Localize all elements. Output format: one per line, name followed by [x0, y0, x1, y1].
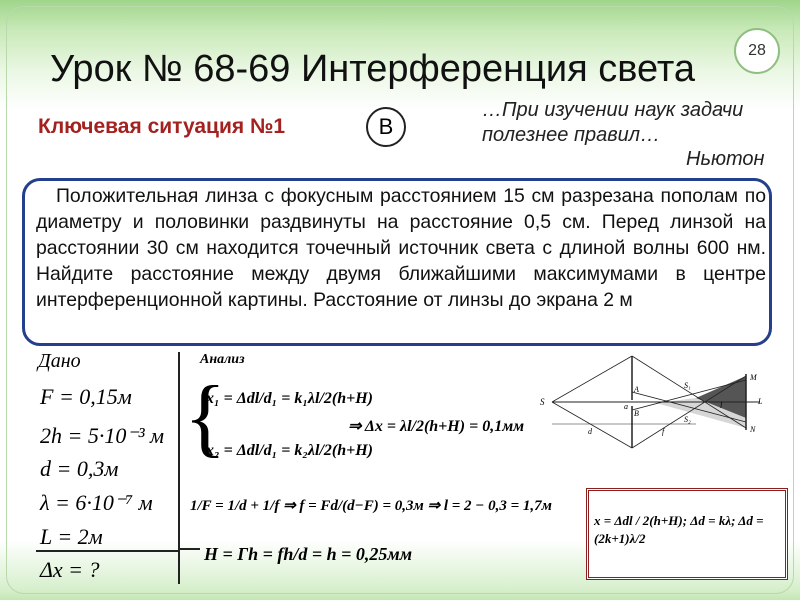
given-source-distance: d = 0,3м	[40, 456, 119, 481]
quote-line-1: …При изучении наук задачи	[482, 99, 744, 121]
label-a-small: a	[624, 402, 628, 411]
system-brace: {	[184, 369, 227, 466]
equation-first-max: x₁ = Δdl/d₁ = k₁λl/2(h+H)	[206, 390, 373, 407]
given-wavelength: λ = 6·10⁻⁷ м	[40, 490, 153, 515]
ray-2	[552, 402, 632, 448]
label-s1: S₁	[684, 381, 691, 390]
fringe-spacing-result: ⇒ Δx = λl/2(h+H) = 0,1мм	[348, 418, 525, 435]
ray-1	[552, 356, 632, 402]
equation-second-max: x₂ = Δdl/d₁ = k₂λl/2(h+H)	[206, 442, 373, 459]
variant-badge: B	[366, 107, 406, 147]
given-half-distance: 2h = 5·10⁻³ м	[40, 423, 165, 448]
magnification-equation: H = Γh = fh/d = h = 0,25мм	[204, 544, 413, 564]
label-n: N	[750, 425, 756, 434]
page-number: 28	[734, 28, 780, 74]
slide-title: Урок № 68-69 Интерференция света	[50, 48, 696, 90]
optical-diagram	[538, 348, 770, 456]
key-situation-label: Ключевая ситуация №1	[38, 115, 286, 138]
given-screen-distance: L = 2м	[40, 524, 103, 549]
given-focal-length: F = 0,15м	[40, 384, 132, 409]
boxed-conditions-text: x = Δdl / 2(h+H); Δd = kλ; Δd = (2k+1)λ/2	[594, 513, 764, 546]
label-l-small: l	[720, 401, 723, 410]
label-l: L	[758, 397, 763, 406]
given-title: Дано	[38, 350, 81, 372]
problem-text: Положительная линза с фокусным расстоянием 15 см разрезана пополам по диаметру и половинки раздвинуты на расстояние 0,5 см. Перед линзой на расстоянии 30 см находится точечный источник света с длиной волны 600 нм. Найдите расстояние между двумя ближайшими максимумами в центре интерференционной картины. Расстояние от линзы до экрана 2 м	[36, 185, 766, 311]
label-a-upper: A	[634, 385, 639, 394]
label-d: d	[588, 427, 592, 436]
label-s2: S₂	[684, 415, 691, 424]
quote	[482, 98, 743, 148]
label-b: B	[634, 409, 639, 418]
analysis-hline	[178, 548, 200, 550]
quote-author: Ньютон	[686, 148, 765, 170]
label-s: S	[540, 397, 545, 407]
given-unknown: Δx = ?	[40, 557, 100, 582]
lens-equation: 1/F = 1/d + 1/f ⇒ f = Fd/(d−F) = 0,3м ⇒ l = 2 − 0,3 = 1,7м	[190, 498, 552, 514]
quote-line-2: полезнее правил…	[482, 124, 661, 146]
label-m: M	[750, 373, 757, 382]
given-hline	[36, 550, 180, 552]
label-f: f	[662, 427, 665, 436]
analysis-title: Анализ	[200, 352, 245, 367]
